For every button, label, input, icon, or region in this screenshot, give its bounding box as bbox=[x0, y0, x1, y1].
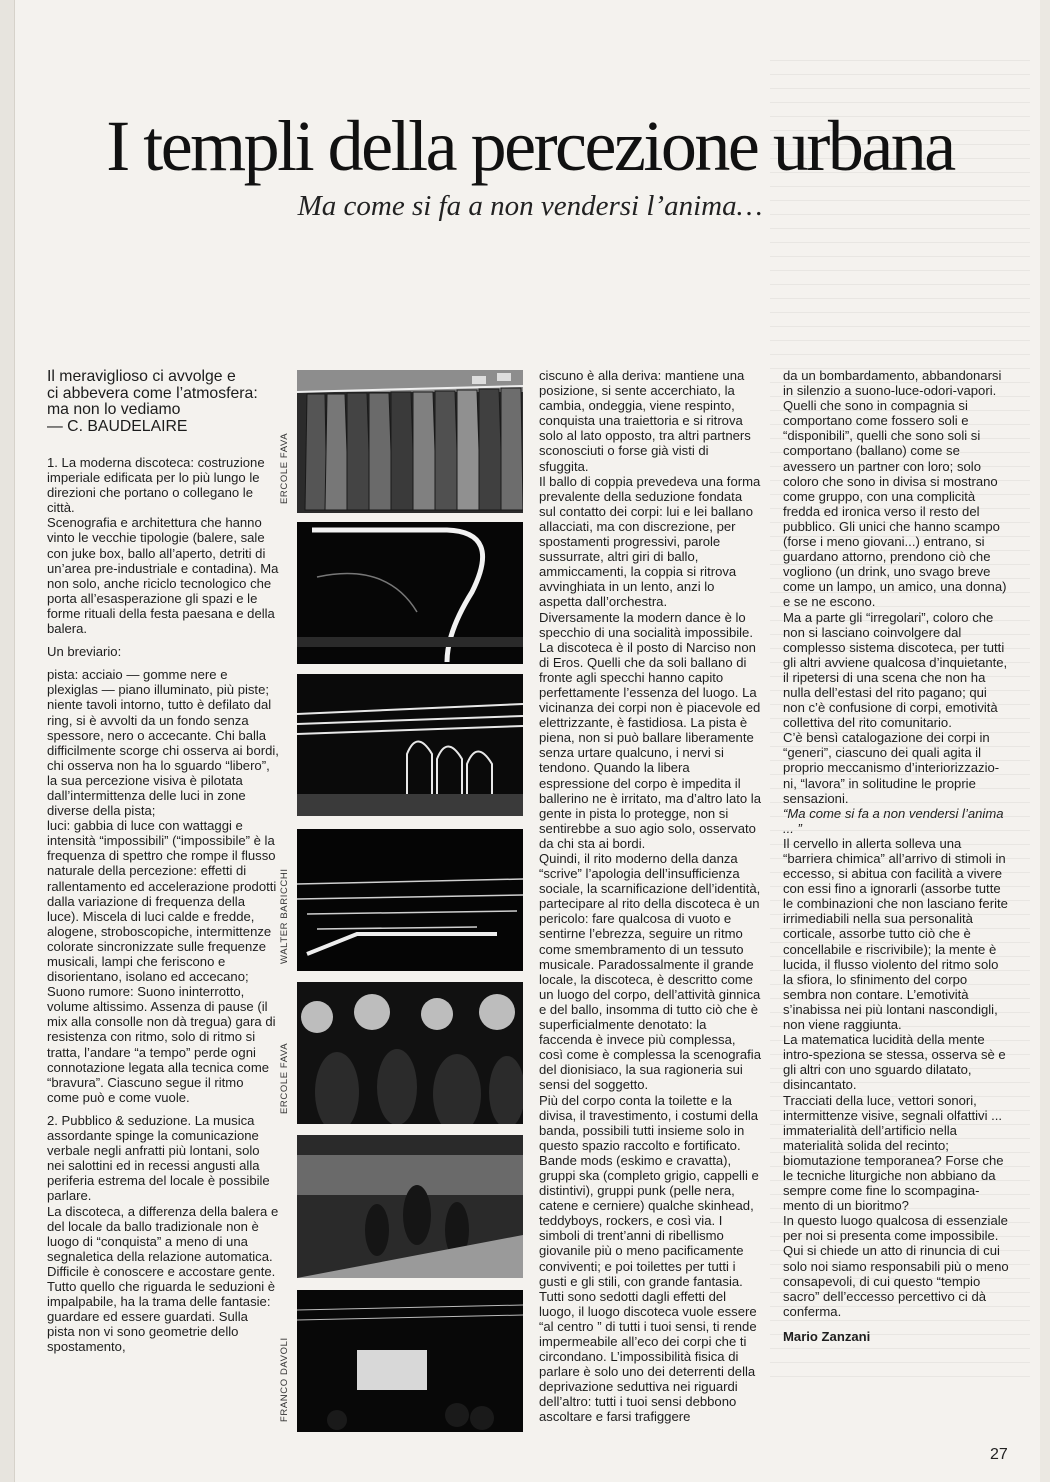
paragraph: Ma a parte gli “irregolari”, coloro che non si lasciano coinvolgere dal complesso sistema discoteca, per tutti gli altri avviene qualcosa d’inquietante, il ripetersi di una scena che non ha nulla dell’estasi del rito pagano; qui non c’è confusione di corpi, emotività collettiva del rito comunitario. bbox=[783, 609, 1008, 731]
text-column-4 bbox=[783, 368, 1009, 1344]
epigraph-line: ma non lo vediamo bbox=[47, 401, 181, 419]
photo-stage-concert bbox=[297, 1290, 523, 1432]
paragraph: ciscuno è alla deriva: mantiene una posizione, si sente accerchiato, la cambia, ondeggia, viene respinto, conquista una traiettoria e si ritrova solo al lato opposto, tra altri partners sconosciuti o forse già visti di sfuggita. bbox=[539, 368, 751, 474]
paragraph: 1. La moderna discoteca: costruzione imperiale edificata per lo più lungo le direzioni che portano o collegano le città. bbox=[47, 455, 265, 516]
paragraph: La discoteca, a differenza della balera e del locale da ballo tradizionale non è luogo di “conquista” a meno di una segnaletica della relazione automatica. Difficile è conoscere e accostare gente. Tutto quello che riguarda le seduzioni è impalpabile, ha la trama delle fantasie: guardare ed essere guardati. Sulla pista non vi sono geometrie dello spostamento, bbox=[47, 1203, 279, 1355]
paragraph: Diversamente la modern dance è lo specchio di una socialità impossibile. La discoteca è il posto di Narciso non di Eros. Quelli che da soli ballano di fronte agli specchi hanno capito perfettamente l’essenza del luogo. La vicinanza dei corpi non è piacevole ed elettrizzante, è fastidiosa. La pista è piena, non si può ballare liberamente senza urtare qualcuno, i nervi si tendono. Quando la libera espressione del corpo è impedita il ballerino ne è irritato, ma d’altro lato la gente in pista lo protegge, non si sentirebbe a suo agio solo, osservato da chi sta ai bordi. bbox=[539, 609, 761, 851]
paragraph: Più del corpo conta la toilette e la divisa, il travestimento, i costumi della banda, possibili tutti insieme solo in questo spazio raccolto e fortificato. Bande mods (eskimo e cravatta), gruppi ska (completo grigio, cappelli e distintivi), gruppi punk (pelle nera, catene e cerniere) qualche skinhead, teddyboys, rockers, e così via. I simboli di trent’anni di ribellismo giovanile più o meno pacificamente conviventi; e poi toilettes per tutti i gusti e gli stili, con grande fantasia. bbox=[539, 1092, 759, 1289]
paragraph: da un bombardamento, abbandonarsi in silenzio a suono-luce-odori-vapori. bbox=[783, 368, 1002, 399]
paragraph: Il ballo di coppia prevedeva una forma prevalente della seduzione fondata sul contatto dei corpi: lui e lei ballano allacciati, ma con discrezione, per spostamenti progressivi, parole sussurrate, altri giri di ballo, ammiccamenti, la coppia si ritrova avvinghiata in un lento, anzi lo aspetta dall’orchestra. bbox=[539, 473, 761, 610]
epigraph bbox=[47, 369, 285, 435]
article-subtitle: Ma come si fa a non vendersi l’anima… bbox=[297, 190, 763, 222]
photo-dance-floor bbox=[297, 829, 523, 971]
page-number: 27 bbox=[990, 1446, 1008, 1463]
photo-credit: ERCOLE FAVA bbox=[279, 1042, 290, 1114]
photo-clothes-rack bbox=[297, 370, 523, 513]
paragraph: luci: gabbia di luce con wattaggi e intensità “impossibili” (“impossibile” è la frequenza di spettro che rompe il flusso naturale della percezione: effetti di rallentamento ed accelerazione prodotti dalla variazione di frequenza della luce). Miscela di luci calde e fredde, alogene, stroboscopiche, intermittenze colorate sincronizzate sulle frequenze musicali, lampi che feriscono e disorientano, isolano ed accecano; bbox=[47, 818, 277, 985]
epigraph-line: ci abbevera come l’atmosfera: bbox=[47, 384, 258, 402]
paragraph: Il cervello in allerta solleva una “barriera chimica” all’arrivo di stimoli in eccesso, si abitua con facilità a vivere con essi fino a ignorarli (assorbe tutte le combinazioni che non lasciano ferite irrimediabili nella sua personalità corticale, assorbe tutto ciò che è concellabile e riscrivibile); la mente è lucida, il flusso violento del ritmo solo la sfiora, lo sfinimento del corpo sembra non contare. L’emotività s’inabissa nei più lontani nascondigli, non viene raggiunta. bbox=[783, 835, 1008, 1033]
page-edge-left bbox=[0, 0, 15, 1482]
paragraph: Scenografia e architettura che hanno vinto le vecchie tipologie (balere, sale con juke box, ballo all’aperto, detriti di un’area pre-industriale e contadina). Ma non solo, anche riciclo tecnologico che porta all’esasperazione gli spazi e le forme rituali della festa paesana e della balera. bbox=[47, 515, 279, 637]
paragraph: Tracciati della luce, vettori sonori, intermittenze visive, segnali olfattivi ... immaterialità dell’artificio nella materialità solida del recinto; biomutazione temporanea? Forse che le tecniche liturgiche non abbiano da sempre come fine lo scompagina-mento di un bioritmo? bbox=[783, 1092, 1004, 1214]
photo-credit: WALTER BARICCHI bbox=[279, 868, 290, 964]
text-column-3 bbox=[539, 368, 761, 1425]
paragraph: Tutti sono sedotti dagli effetti del luogo, il luogo discoteca vuole essere “al centro ” di tutti i tuoi sensi, ti rende impermeabile all’eco dei corpi che ti circondano. L’impossibilità fisica di parlare è solo uno dei deterrenti della deprivazione seduttiva nei riguardi dell’altro: tutti i tuoi sensi debbono ascoltare e farsi trafiggere bbox=[539, 1288, 757, 1425]
paragraph: Suono rumore: Suono ininterrotto, volume altissimo. Assenza di pause (il mix alla consolle non dà tregua) gara di resistenza con ritmo, solo di ritmo si tratta, l’andare “a tempo” perde ogni connotazione legata alla tecnica come “bravura”. Ciascuno segue il ritmo come può e come vuole. bbox=[47, 984, 276, 1105]
paragraph: C’è bensì catalogazione dei corpi in “generi”, ciascuno dei quali agita il proprio meccanismo d’interiorizzazio-ni, “lavora” in solitudine le proprie sensazioni. bbox=[783, 730, 1000, 806]
photo-credit: FRANCO DAVOLI bbox=[279, 1337, 290, 1422]
text-column-1 bbox=[47, 455, 279, 1354]
photo-light-arches bbox=[297, 674, 523, 816]
page-edge-right bbox=[1040, 0, 1050, 1482]
paragraph: Quindi, il rito moderno della danza “scrive” l’apologia dell’insufficienza sociale, la scarnificazione dell’identità, partecipare al rito della discoteca è un pericolo: fare qualcosa di vuoto e sentirne l’ebrezza, seguire un ritmo come smembramento di un tessuto musicale. Paradossalmente il grande locale, la discoteca, è descritto come un luogo del corpo, dell’attività ginnica e del ballo, insomma di tutto ciò che è superficialmente denotato: la faccenda è invece più complessa, così come è complessa la scenografia del dionisiaco, la sua ragioneria sui sensi del soggetto. bbox=[539, 851, 761, 1093]
photo-credit: ERCOLE FAVA bbox=[279, 432, 290, 504]
paragraph: Quelli che sono in compagnia si comportano come fossero soli e “disponibili”, quelli che sono soli si comportano (ballano) come se avessero un partner con loro; solo coloro che sono in divisa si mostrano come gruppo, con una complicità fredda ed ironica verso il resto del pubblico. Gli unici che hanno scampo (forse i meno giovani...) entrano, si guardano attorno, prendono ciò che vogliono (un drink, uno svago breve come un lampo, un amico, una donna) e se ne escono. bbox=[783, 398, 1007, 610]
photo-light-curve bbox=[297, 522, 523, 664]
article-title: I templi della percezione urbana bbox=[106, 106, 954, 186]
epigraph-line: Il meraviglioso ci avvolge e bbox=[47, 368, 236, 385]
paragraph: 2. Pubblico & seduzione. La musica assordante spinge la comunicazione verbale negli anfratti più lontani, solo nei salottini ed in recessi angusti alla periferia estrema del locale è possibile parlare. bbox=[47, 1112, 270, 1204]
paragraph: In questo luogo qualcosa di essenziale per noi si presenta come impossibile. Qui si chiede un atto di rinuncia di cui solo noi siamo responsabili più o meno consapevoli, di cui questo “tempio sacro” dell’eccesso percettivo ci dà conferma. bbox=[783, 1213, 1009, 1319]
paragraph: pista: acciaio — gomme nere e plexiglas — piano illuminato, più piste; niente tavoli intorno, tutto è defilato dal ring, si è avvolti da un fondo senza spessore, nero o accecante. Chi balla difficilmente scorge chi osserva ai bordi, chi osserva non ha lo sguardo “libero”, la sua percezione visiva è pilotata dall’intermittenza delle luci in zone diverse della pista; bbox=[47, 667, 279, 819]
quote: “Ma come si fa a non vendersi l’anima ... ” bbox=[783, 805, 1004, 836]
byline: Mario Zanzani bbox=[783, 1328, 871, 1344]
photo-bar-crowd bbox=[297, 1135, 523, 1278]
paragraph: Un breviario: bbox=[47, 644, 122, 660]
paragraph: La matematica lucidità della mente intro-speziona se stessa, osserva sè e gli altri con uno sguardo dilatato, disincantato. bbox=[783, 1032, 1006, 1093]
epigraph-line: — C. BAUDELAIRE bbox=[47, 417, 188, 435]
photo-crowd-lights bbox=[297, 982, 523, 1124]
